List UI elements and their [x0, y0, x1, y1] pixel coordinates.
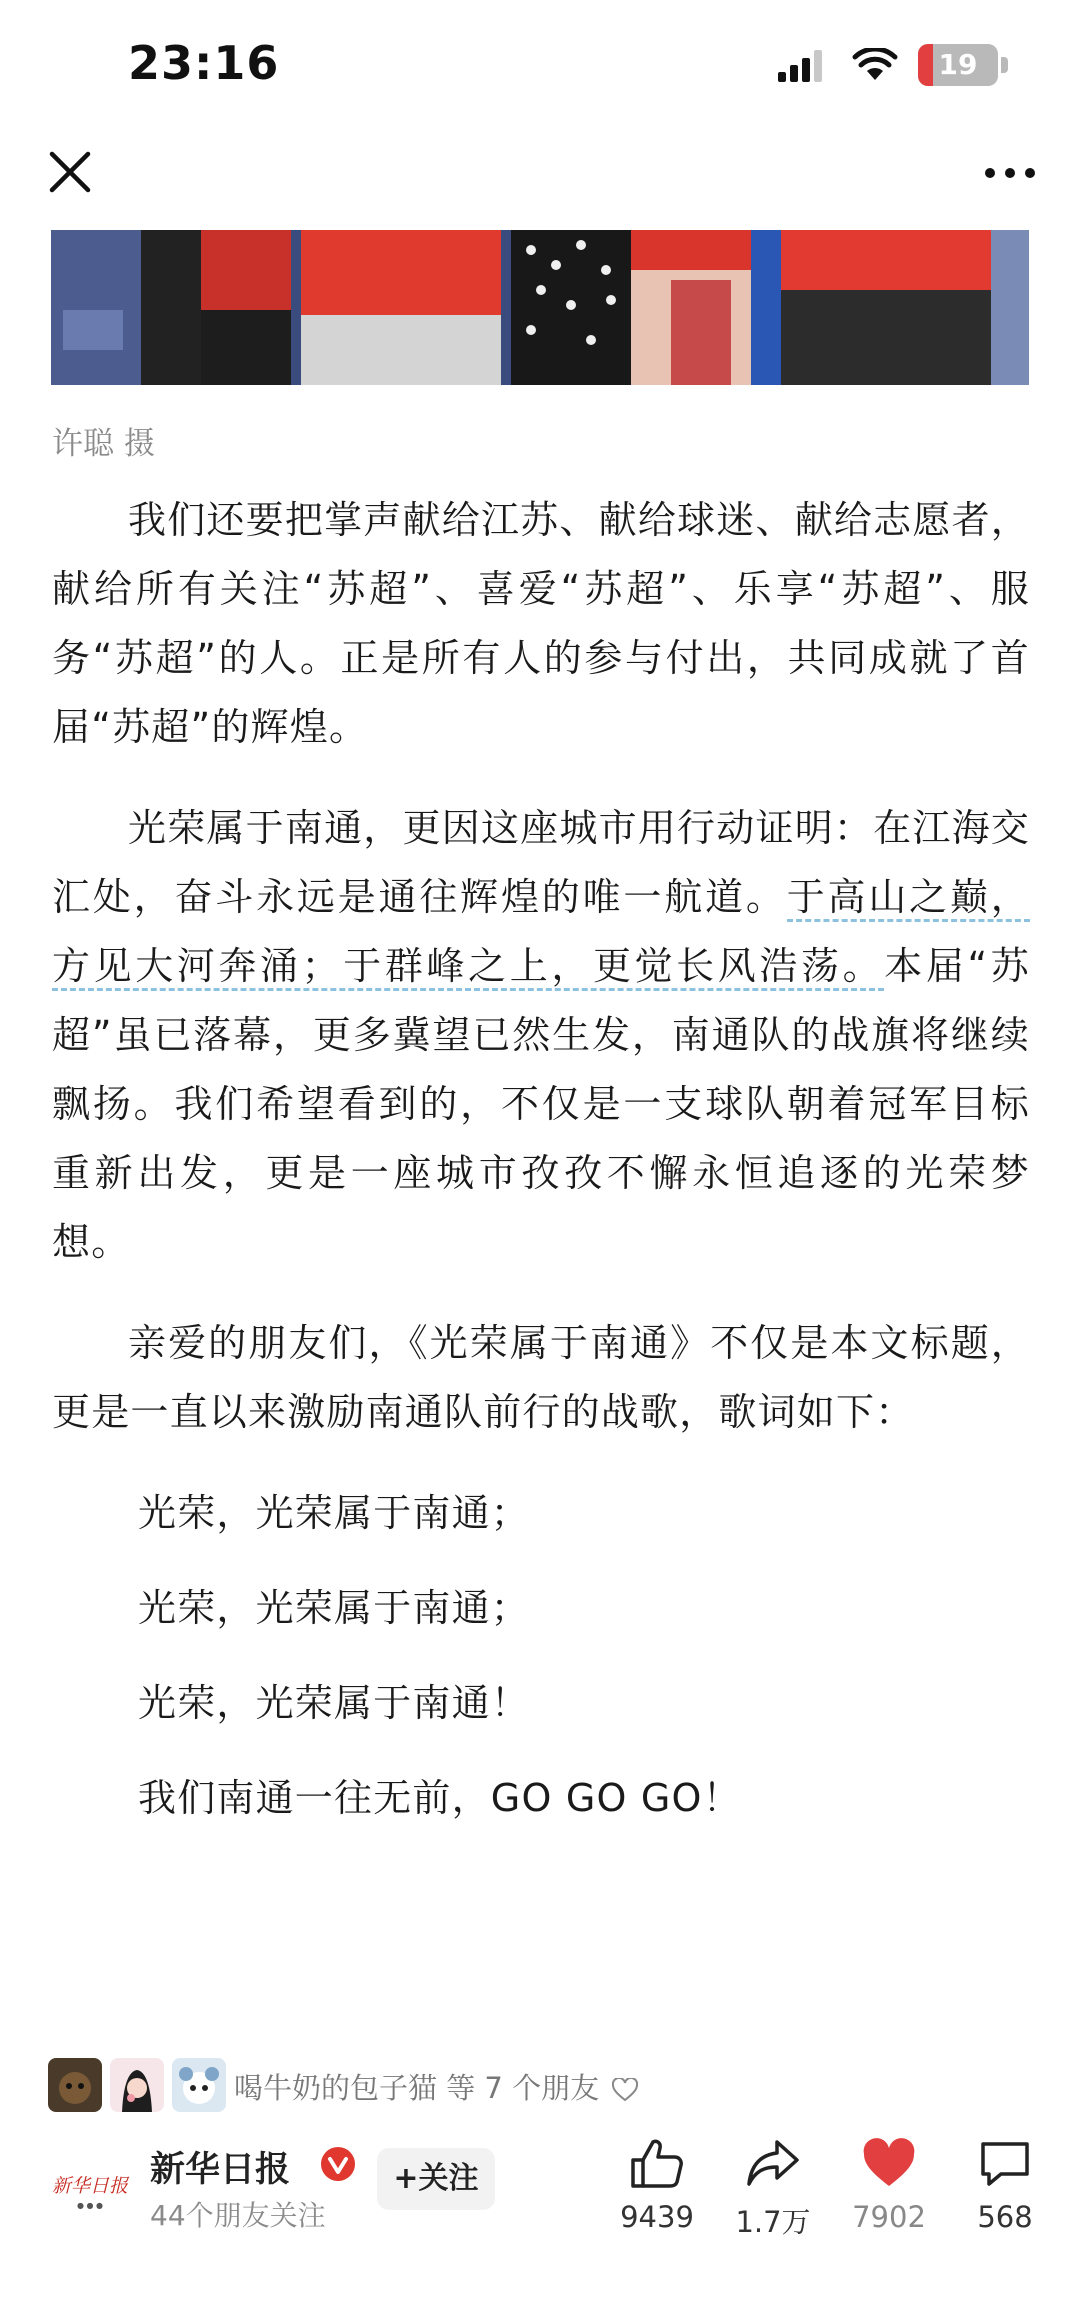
- highlighted-sentence[interactable]: 于高山之巅，方见大河奔涌；于群峰之上，更觉长风浩荡。: [52, 875, 1030, 991]
- favorite-button[interactable]: [829, 2138, 949, 2234]
- photo-credit: 许聪 摄: [52, 426, 155, 462]
- verified-badge-icon: [320, 2146, 356, 2182]
- friend-avatar[interactable]: [48, 2058, 102, 2112]
- comment-count: 568: [977, 2200, 1033, 2234]
- publisher-logo-text: 新华日报: [51, 2175, 129, 2197]
- battery-level: 19: [938, 48, 978, 81]
- wifi-icon: [852, 48, 898, 82]
- status-time: 23:16: [128, 36, 280, 90]
- close-icon[interactable]: [46, 148, 94, 196]
- heart-filled-icon: [861, 2138, 917, 2190]
- more-icon[interactable]: [982, 158, 1038, 188]
- lyric-line: 光荣，光荣属于南通；: [138, 1586, 531, 1630]
- battery-icon: [918, 44, 1010, 86]
- friends-liked-row[interactable]: [48, 2058, 1048, 2118]
- article-body: [52, 486, 1030, 1859]
- bottom-action-bar: [0, 2128, 1080, 2298]
- paragraph-1: 我们还要把掌声献给江苏、献给球迷、献给志愿者，献给所有关注“苏超”、喜爱“苏超”、乐享“苏超”、服务“苏超”的人。正是所有人的参与付出，共同成就了首届“苏超”的辉煌。: [52, 498, 1030, 749]
- publisher-followers: 44个朋友关注: [150, 2199, 326, 2232]
- heart-outline-icon: [612, 2078, 638, 2102]
- friends-liked-text: [234, 2066, 638, 2107]
- share-count: 1.7万: [735, 2205, 811, 2239]
- friends-liked-label: 喝牛奶的包子猫 等 7 个朋友: [234, 2071, 600, 2105]
- friend-avatar[interactable]: [172, 2058, 226, 2112]
- lyric-line: 光荣，光荣属于南通；: [138, 1491, 531, 1535]
- lyric-line: 光荣，光荣属于南通！: [138, 1681, 531, 1725]
- like-count: 9439: [620, 2200, 694, 2234]
- friend-avatar[interactable]: [110, 2058, 164, 2112]
- like-button[interactable]: [597, 2138, 717, 2234]
- paragraph-3: 亲爱的朋友们，《光荣属于南通》不仅是本文标题，更是一直以来激励南通队前行的战歌，歌词如下：: [52, 1321, 1030, 1434]
- publisher-name[interactable]: 新华日报: [150, 2150, 291, 2190]
- paragraph-2-lead: 光荣属于南通，更因这座城市用行动证明：在江海交汇处，奋斗永远是通往辉煌的唯一航道。: [52, 806, 1030, 919]
- cellular-signal-icon: [778, 50, 822, 82]
- publisher-logo[interactable]: [48, 2144, 132, 2228]
- lyric-line: 我们南通一往无前，GO GO GO！: [138, 1776, 742, 1820]
- article-photo: [51, 230, 1029, 385]
- favorite-count: 7902: [852, 2200, 926, 2234]
- svg-text:● ● ●: ● ● ●: [76, 2201, 104, 2210]
- status-bar: [0, 0, 1080, 130]
- paragraph-2-tail: 本届“苏超”虽已落幕，更多冀望已然生发，南通队的战旗将继续飘扬。我们希望看到的，不仅是一支球队朝着冠军目标重新出发，更是一座城市孜孜不懈永恒追逐的光荣梦想。: [52, 944, 1030, 1264]
- follow-button[interactable]: +关注: [377, 2148, 495, 2210]
- comment-icon: [977, 2138, 1033, 2190]
- share-icon: [745, 2138, 801, 2190]
- paragraph-2: [52, 794, 1030, 1277]
- share-button[interactable]: [713, 2138, 833, 2241]
- comment-button[interactable]: [945, 2138, 1065, 2234]
- thumbs-up-icon: [629, 2138, 685, 2190]
